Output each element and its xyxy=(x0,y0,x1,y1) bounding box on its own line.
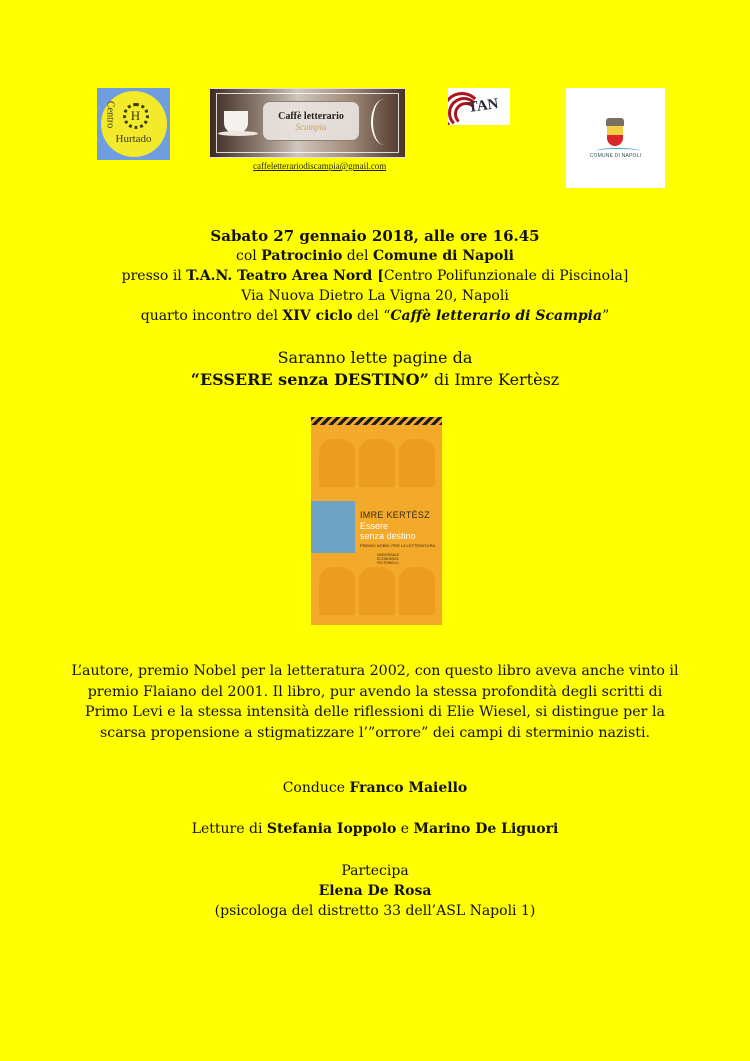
hurtado-initial: H xyxy=(130,108,141,123)
description-line: scarsa propensione a stigmatizzare l’”orrore” dei campi di sterminio nazisti. xyxy=(99,724,650,741)
event-venue xyxy=(0,266,750,286)
centro-hurtado-logo xyxy=(97,88,170,160)
blue-portrait-icon xyxy=(311,501,355,553)
portrait-icon xyxy=(359,439,395,487)
portrait-icon xyxy=(399,567,435,615)
reading-book-line xyxy=(0,369,750,391)
hurtado-name-text: Hurtado xyxy=(115,133,152,145)
reading-title xyxy=(0,347,750,391)
guest-name: Elena De Rosa xyxy=(318,883,432,899)
cover-author: IMRE KERTÉSZ xyxy=(360,510,430,520)
cycle-series-name: Caffè letterario di Scampia xyxy=(390,308,603,324)
cover-stripes xyxy=(311,417,442,425)
caffe-letterario-logo xyxy=(209,88,406,158)
cover-title-line1: Essere xyxy=(360,521,389,531)
cycle-prefix: quarto incontro del xyxy=(140,308,283,324)
cycle-number: XIV ciclo xyxy=(282,308,353,324)
publisher-line: FELTRINELLI xyxy=(377,561,399,565)
event-cycle xyxy=(0,306,750,326)
tan-logo xyxy=(448,88,510,125)
book-cover-image xyxy=(311,417,442,625)
event-info xyxy=(0,226,750,326)
publisher-line: ECONOMICA xyxy=(377,557,399,561)
saucer-icon xyxy=(218,131,258,136)
portrait-icon xyxy=(399,439,435,487)
cycle-suffix: ” xyxy=(602,308,610,324)
hurtado-centro-text: Centro xyxy=(104,101,116,129)
cycle-mid: del “ xyxy=(352,308,391,324)
readers-label: Letture di xyxy=(191,821,267,837)
guest-role: (psicologa del distretto 33 dell’ASL Napoli 1) xyxy=(214,903,536,919)
description-line: premio Flaiano del 2001. Il libro, pur avendo la stessa profondità degli scritti di xyxy=(87,683,663,700)
patronage-prefix: col xyxy=(236,248,262,264)
portrait-icon xyxy=(359,567,395,615)
readers-credit xyxy=(0,821,750,837)
host-label: Conduce xyxy=(282,780,350,796)
patronage-label: Patrocinio xyxy=(261,248,343,264)
event-address: Via Nuova Dietro La Vigna 20, Napoli xyxy=(241,288,509,304)
reader-name: Marino De Liguori xyxy=(413,821,559,837)
patronage-entity: Comune di Napoli xyxy=(372,248,514,264)
sun-icon xyxy=(123,103,149,129)
cover-title xyxy=(360,521,416,541)
host-name: Franco Maiello xyxy=(349,780,468,796)
cover-publisher xyxy=(377,553,399,565)
caffe-logo-script: Scampia xyxy=(295,121,327,132)
venue-prefix: presso il xyxy=(121,268,187,284)
cover-prize: PREMIO NOBEL PER LA LETTERATURA xyxy=(360,543,436,548)
tan-logo-text: TAN xyxy=(466,95,500,117)
event-patronage xyxy=(0,246,750,266)
portrait-icon xyxy=(319,439,355,487)
book-description xyxy=(0,661,750,743)
email-link[interactable]: caffeletterariodiscampia@gmail.com xyxy=(253,161,387,171)
publisher-line: UNIVERSALE xyxy=(377,553,400,557)
venue-detail: Centro Polifunzionale di Piscinola] xyxy=(383,268,629,284)
event-date: Sabato 27 gennaio 2018, alle ore 16.45 xyxy=(210,227,540,245)
book-author: di Imre Kertèsz xyxy=(428,370,560,389)
book-title: “ESSERE senza DESTINO” xyxy=(190,370,429,389)
cover-title-line2: senza destino xyxy=(360,531,416,541)
description-line: L’autore, premio Nobel per la letteratura 2002, con questo libro aveva anche vinto il xyxy=(71,663,679,679)
reading-intro: Saranno lette pagine da xyxy=(277,348,473,367)
book-pages-icon xyxy=(371,99,397,145)
napoli-logo-label: COMUNE DI NAPOLI xyxy=(589,153,642,159)
logo-plaque xyxy=(262,101,360,141)
guest-credit xyxy=(0,861,750,921)
hurtado-circle xyxy=(101,91,167,157)
patronage-mid: del xyxy=(342,248,373,264)
readers-conjunction: e xyxy=(396,821,414,837)
coffee-cup-icon xyxy=(224,111,248,133)
description-line: Primo Levi e la stessa intensità delle riflessioni di Elie Wiesel, si distingue per la xyxy=(85,704,665,720)
crown-icon xyxy=(606,118,624,126)
portrait-icon xyxy=(319,567,355,615)
comune-di-napoli-logo xyxy=(566,88,665,188)
guest-label: Partecipa xyxy=(341,863,409,879)
reader-name: Stefania Ioppolo xyxy=(266,821,397,837)
caffe-logo-title: Caffè letterario xyxy=(278,110,344,122)
host-credit xyxy=(0,780,750,796)
coat-of-arms-icon xyxy=(607,126,623,146)
venue-name: T.A.N. Teatro Area Nord [ xyxy=(186,268,384,284)
